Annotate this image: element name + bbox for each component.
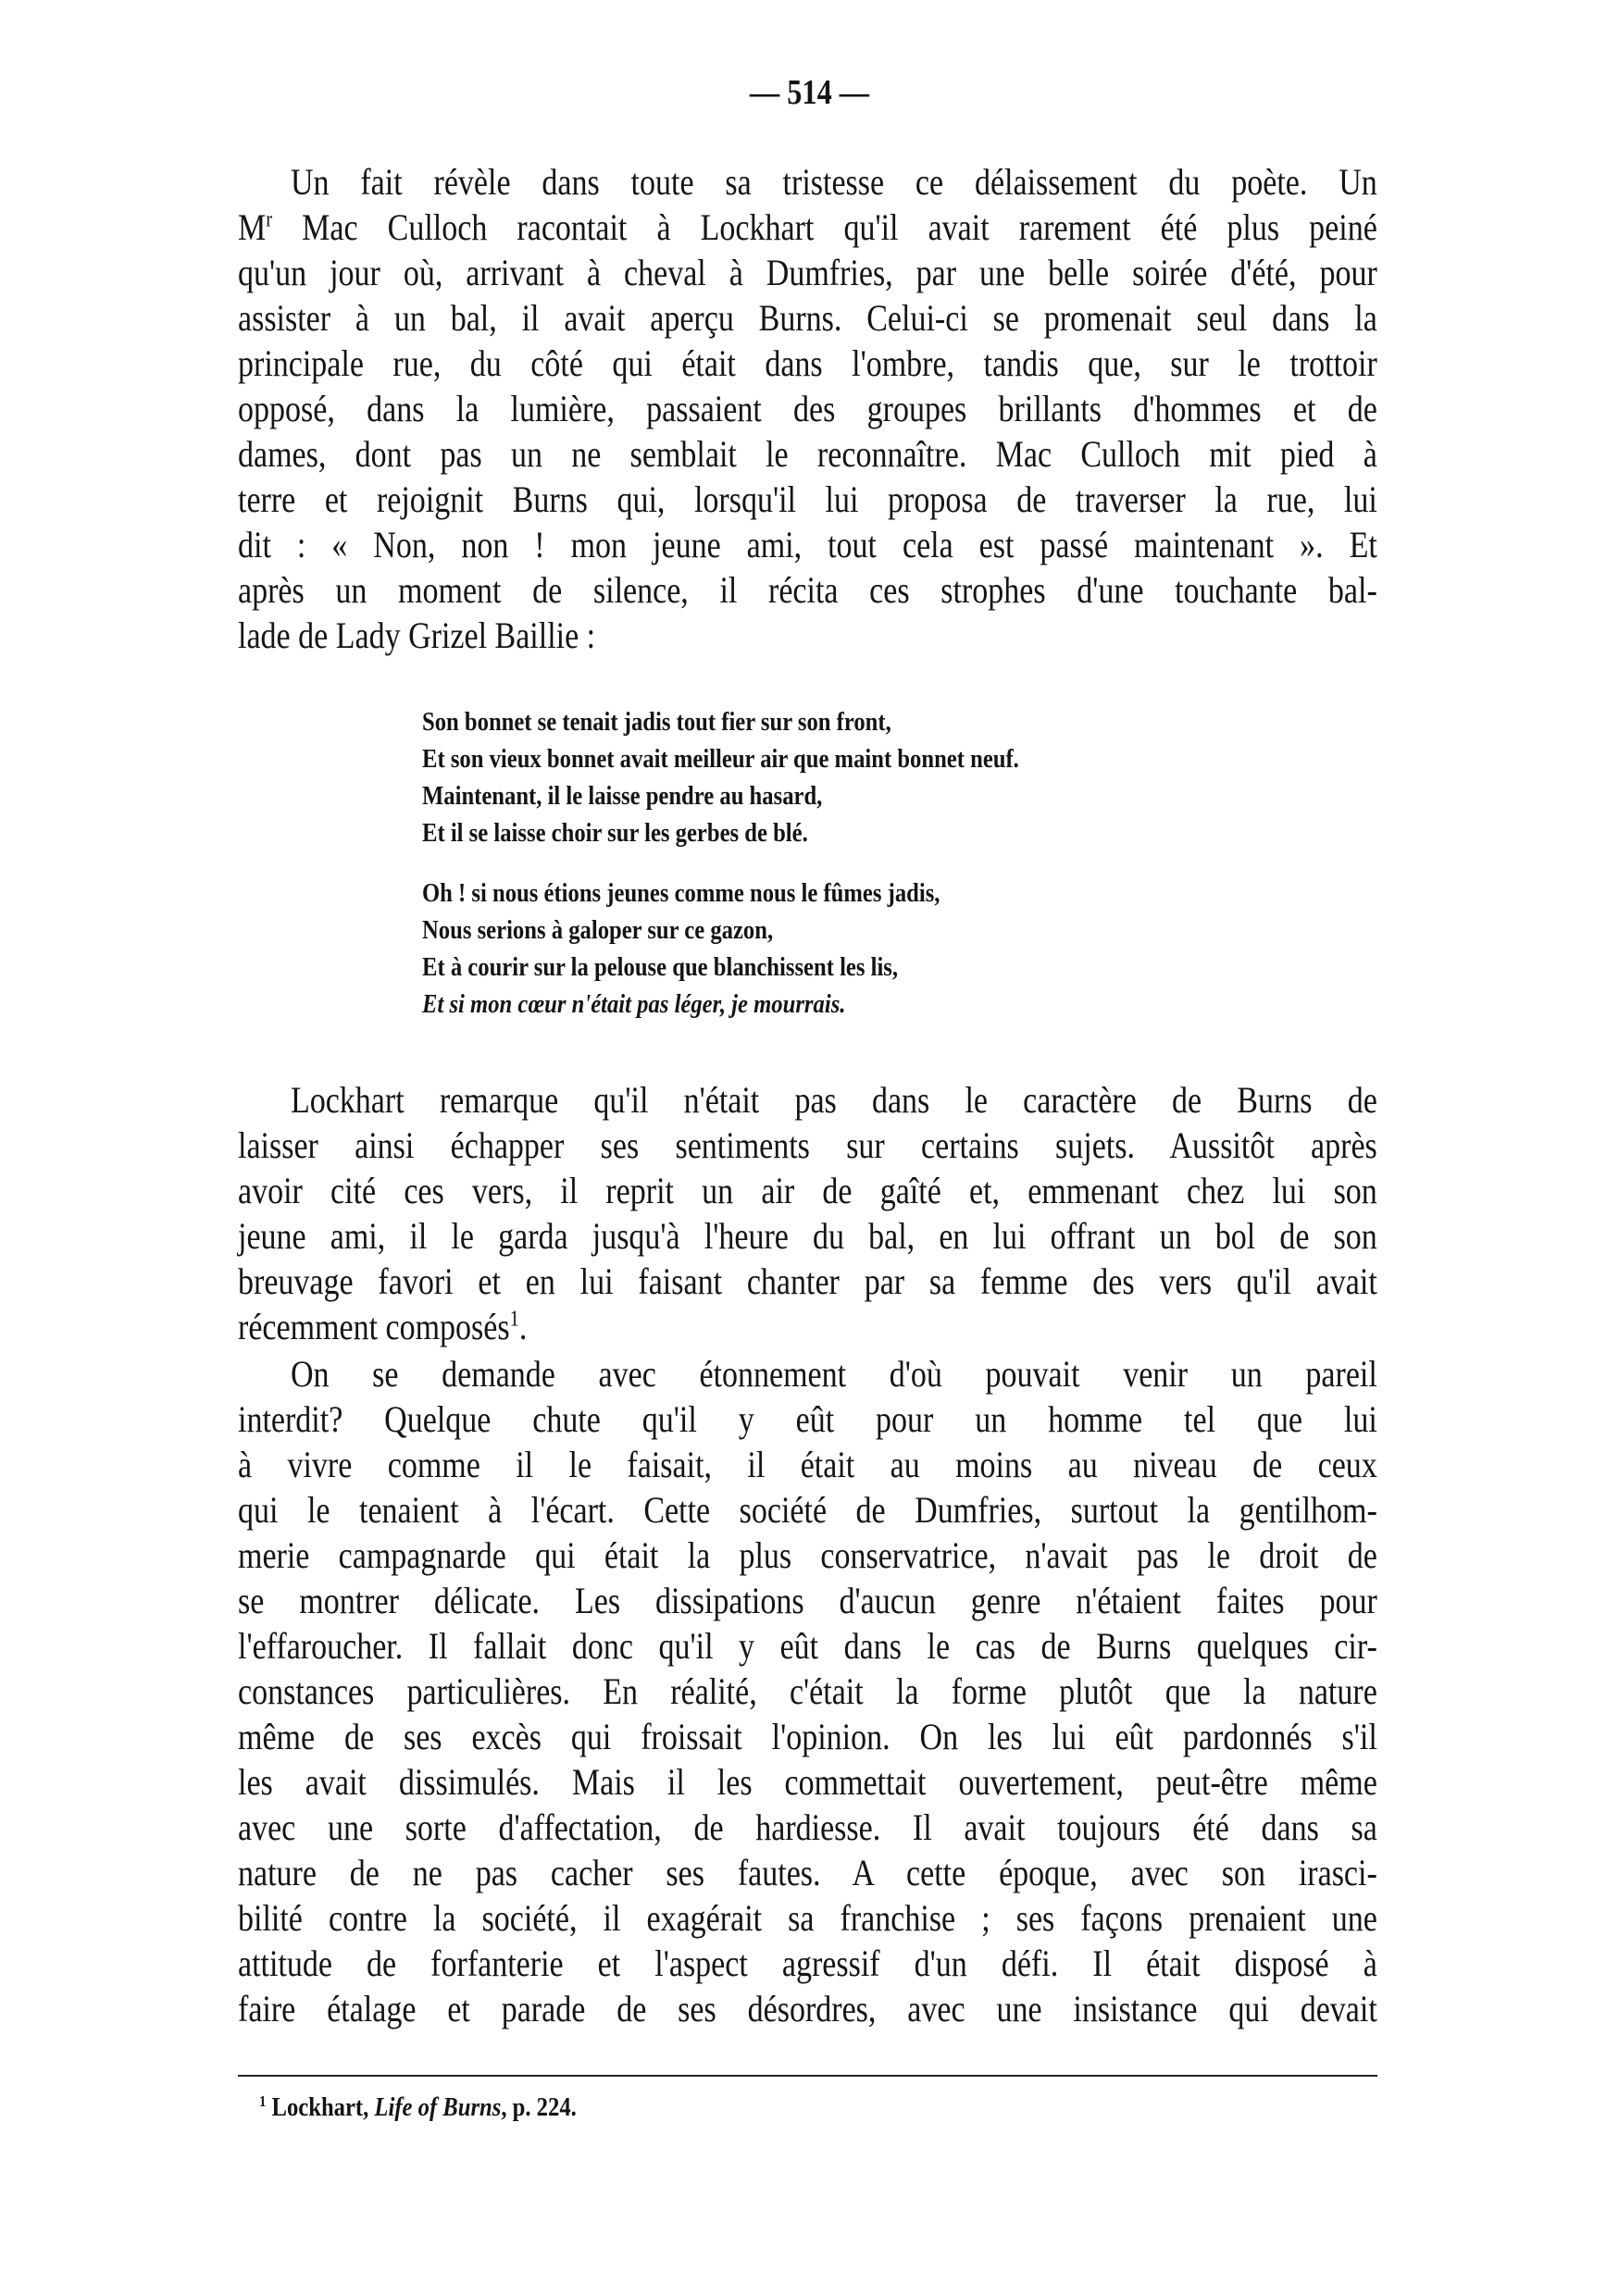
superscript: 1 — [509, 1307, 519, 1332]
text-line: après un moment de silence, il récita ces strophes d'une touchante bal- — [238, 569, 1377, 611]
paragraph-2 — [238, 1077, 1377, 1349]
text-segment: Lockhart, — [266, 2093, 375, 2122]
verse-line — [422, 986, 940, 1023]
paragraph-1 — [238, 159, 1377, 658]
verse-line: Son bonnet se tenait jadis tout fier sur son front, — [422, 707, 891, 737]
text-line: qu'un jour où, arrivant à cheval à Dumfries, par une belle soirée d'été, pour — [238, 252, 1377, 293]
verse-line: Et son vieux bonnet avait meilleur air que maint bonnet neuf. — [422, 744, 1019, 774]
footnote — [259, 2093, 577, 2123]
text-line — [238, 205, 1377, 250]
verse-stanza-1 — [422, 703, 1019, 851]
text-line: les avait dissimulés. Mais il les commettait ouvertement, peut-être même — [238, 1761, 1377, 1803]
text-line: dames, dont pas un ne semblait le reconnaître. Mac Culloch mit pied à — [238, 433, 1377, 475]
footnote-divider — [238, 2075, 1377, 2077]
text-line: jeune ami, il le garda jusqu'à l'heure du bal, en lui offrant un bol de son — [238, 1215, 1377, 1257]
text-line: Un fait révèle dans toute sa tristesse ce délaissement du poète. Un — [290, 161, 1377, 203]
verse-line: Oh ! si nous étions jeunes comme nous le fûmes jadis, — [422, 878, 940, 908]
text-line — [238, 1304, 1377, 1349]
text-segment: M — [238, 206, 267, 248]
text-line: constances particulières. En réalité, c'était la forme plutôt que la nature — [238, 1670, 1377, 1712]
text-line: merie campagnarde qui était la plus conservatrice, n'avait pas le droit de — [238, 1534, 1377, 1576]
text-line: terre et rejoignit Burns qui, lorsqu'il lui proposa de traverser la rue, lui — [238, 478, 1377, 520]
text-line: assister à un bal, il avait aperçu Burns. Celui-ci se promenait seul dans la — [238, 297, 1377, 339]
text-line: l'effaroucher. Il fallait donc qu'il y eût dans le cas de Burns quelques cir- — [238, 1625, 1377, 1667]
text-line: principale rue, du côté qui était dans l'ombre, tandis que, sur le trottoir — [238, 342, 1377, 384]
superscript: r — [266, 207, 273, 232]
paragraph-3 — [238, 1351, 1377, 2031]
text-segment: , p. 224. — [501, 2093, 577, 2122]
italic-text: Et si mon cœur n'était pas léger, je mourrais. — [422, 989, 846, 1019]
verse-line: Nous serions à galoper sur ce gazon, — [422, 915, 774, 945]
text-line: Lockhart remarque qu'il n'était pas dans le caractère de Burns de — [290, 1079, 1377, 1121]
text-segment: Mac Culloch racontait à Lockhart qu'il avait rarement été plus peiné — [272, 206, 1377, 248]
verse-line: Et il se laisse choir sur les gerbes de blé. — [422, 818, 808, 848]
text-line: laisser ainsi échapper ses sentiments sur certains sujets. Aussitôt après — [238, 1124, 1377, 1166]
text-line: attitude de forfanterie et l'aspect agressif d'un défi. Il était disposé à — [238, 1942, 1377, 1984]
text-line: interdit? Quelque chute qu'il y eût pour un homme tel que lui — [238, 1398, 1377, 1440]
text-line: se montrer délicate. Les dissipations d'aucun genre n'étaient faites pour — [238, 1580, 1377, 1621]
text-segment: . — [518, 1306, 528, 1347]
page-number: — 514 — — [749, 73, 870, 112]
text-line: qui le tenaient à l'écart. Cette société de Dumfries, surtout la gentilhom- — [238, 1489, 1377, 1531]
text-line: dit : « Non, non ! mon jeune ami, tout cela est passé maintenant ». Et — [238, 524, 1377, 565]
verse-stanza-2 — [422, 875, 940, 1023]
verse-line: Et à courir sur la pelouse que blanchissent les lis, — [422, 952, 899, 982]
verse-line: Maintenant, il le laisse pendre au hasard, — [422, 781, 823, 811]
text-line: bilité contre la société, il exagérait sa franchise ; ses façons prenaient une — [238, 1897, 1377, 1939]
text-line: avoir cité ces vers, il reprit un air de gaîté et, emmenant chez lui son — [238, 1170, 1377, 1211]
text-line: à vivre comme il le faisait, il était au moins au niveau de ceux — [238, 1444, 1377, 1485]
superscript: 1 — [259, 2091, 267, 2110]
text-segment: récemment composés — [238, 1306, 510, 1347]
text-line: même de ses excès qui froissait l'opinion. On les lui eût pardonnés s'il — [238, 1716, 1377, 1757]
italic-text: Life of Burns — [374, 2093, 502, 2122]
text-line: breuvage favori et en lui faisant chanter par sa femme des vers qu'il avait — [238, 1260, 1377, 1302]
text-line: nature de ne pas cacher ses fautes. A cette époque, avec son irasci- — [238, 1852, 1377, 1893]
text-line: faire étalage et parade de ses désordres, avec une insistance qui devait — [238, 1988, 1377, 2029]
text-line: opposé, dans la lumière, passaient des groupes brillants d'hommes et de — [238, 388, 1377, 429]
text-line: On se demande avec étonnement d'où pouvait venir un pareil — [290, 1353, 1377, 1395]
text-line: lade de Lady Grizel Baillie : — [238, 614, 596, 656]
text-line: avec une sorte d'affectation, de hardiesse. Il avait toujours été dans sa — [238, 1806, 1377, 1848]
